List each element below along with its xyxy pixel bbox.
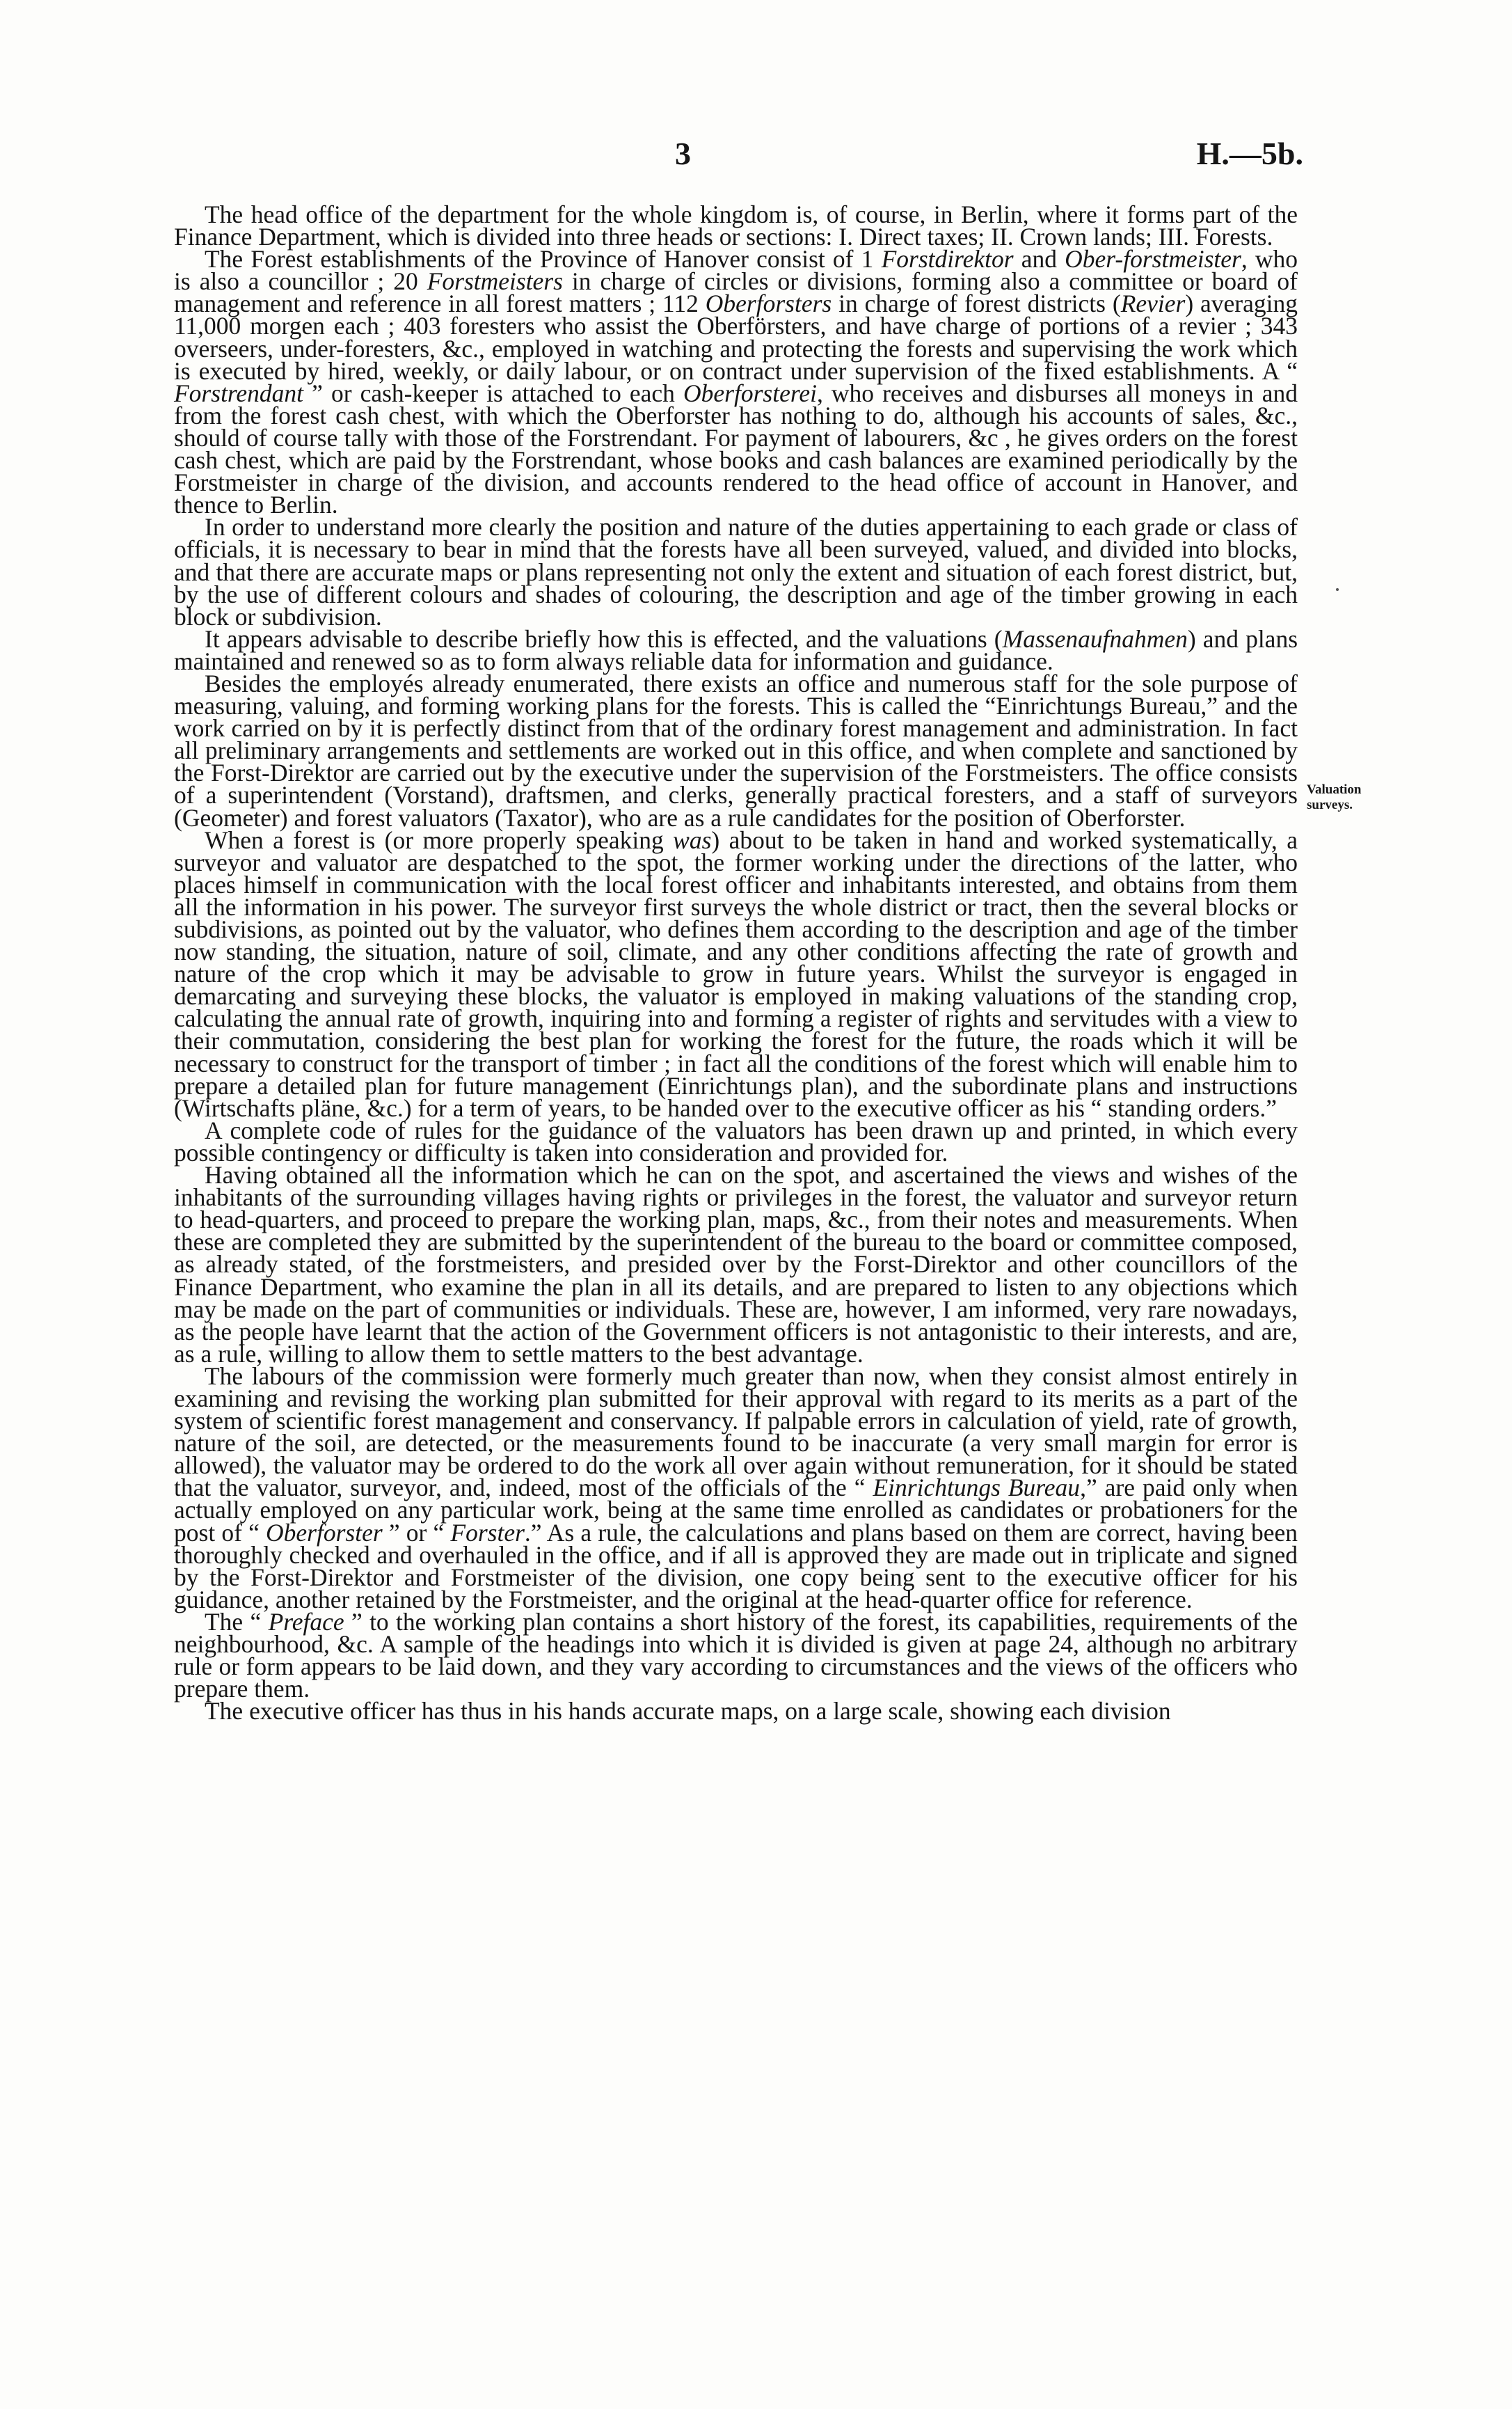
italic-term: Oberforsterei	[683, 379, 817, 407]
document-code: H.—5b.	[1196, 136, 1303, 171]
text-run: ” or “	[382, 1518, 451, 1547]
print-speck	[1336, 588, 1339, 591]
italic-term: Oberforsters	[705, 290, 832, 318]
text-run: In order to understand more clearly the position and nature of the duties appertaining to each grade or class of officials, it is necessary to bear in mind that the forests have all been surveyed, valued, and divided into blocks, and that there are accurate maps or plans representing not only the extent and situation of each forest district, but, by the use of different colours and shades of colouring, the description and age of the timber growing in each block or subdivision.	[174, 513, 1298, 631]
text-run: ” to the working plan contains a short history of the forest, its capabilities, requirements of the neighbourhood, &c. A sample of the headings into which it is divided is given at page 24, although no arbitrary rule or form appears to be laid down, and they vary according to circumstances and the views of the officers who prepare them.	[174, 1607, 1298, 1703]
text-run: and	[1013, 245, 1065, 274]
paragraph	[174, 669, 1298, 832]
text-run: The executive officer has thus in his hands accurate maps, on a large scale, showing each division	[205, 1697, 1171, 1725]
text-run: ) and plans maintained and renewed so as to form always reliable data for information and guidance.	[174, 624, 1298, 675]
italic-term: Massenaufnahmen	[1002, 624, 1188, 653]
text-run: ” or cash-keeper is attached to each	[303, 379, 683, 407]
text-run: It appears advisable to describe briefly how this is effected, and the valuations (	[205, 624, 1003, 653]
text-run: , who receives and disburses all moneys in and from the forest cash chest, with which the Oberforster has nothing to do, although his accounts of sales, &c., should of course tally with those of the Forstrendant. For payment of labourers, &c , he gives orders on the forest cash chest, which are paid by the Forstrendant, whose books and cash balances are examined periodically by the Forstmeister in charge of the division, and accounts rendered to the head office of account in Hanover, and thence to Berlin.	[174, 379, 1298, 519]
paragraph	[174, 1161, 1298, 1368]
paragraph	[174, 245, 1298, 519]
italic-term: Ober-forstmeister	[1065, 245, 1241, 274]
paragraph	[174, 1697, 1298, 1725]
text-run: The head office of the department for the whole kingdom is, of course, in Berlin, where it forms part of the Finance Department, which is divided into three heads or sections: I. Direct taxes; II. Crown lands; III. Forests.	[174, 200, 1298, 251]
text-run: Having obtained all the information which he can on the spot, and ascertained the views and wishes of the inhabitants of the surrounding villages having rights or privileges in the forest, the valuator and surveyor return to head-quarters, and proceed to prepare the working plan, maps, &c., from their notes and measurements. When these are completed they are submitted by the superintendent of the bureau to the board or committee composed, as already stated, of the forstmeisters, and presided over by the Forst-Direktor and other councillors of the Finance Department, who examine the plan in all its details, and are prepared to listen to any objections which may be made on the part of communities or individuals. These are, however, I am informed, very rare nowadays, as the people have learnt that the action of the Government officers is not antagonistic to their interests, and are, as a rule, willing to allow them to settle matters to the best advantage.	[174, 1161, 1298, 1368]
page-number: 3	[675, 136, 691, 171]
text-run: .” As a rule, the calculations and plans based on them are correct, having been thoroughly checked and overhauled in the office, and if all is approved they are made out in triplicate and signed by the Forst-Direktor and Forstmeister of the division, one copy being sent to the executive officer for his guidance, another retained by the Forstmeister, and the original at the head-quarter office for reference.	[174, 1518, 1298, 1613]
italic-term: Oberforster	[266, 1518, 383, 1547]
text-run: The Forest establishments of the Province of Hanover consist of 1	[205, 245, 882, 274]
body-text	[174, 200, 1298, 1725]
italic-term: Forstrendant	[174, 379, 304, 407]
text-run: in charge of forest districts (	[831, 290, 1121, 318]
text-run: Besides the employés already enumerated, there exists an office and numerous staff for the sole purpose of measuring, valuing, and forming working plans for the forests. This is called the “Einrichtungs Bureau,” and the work carried on by it is perfectly distinct from that of the ordinary forest management and administration. In fact all preliminary arrangements and settlements are worked out in this office, and when complete and sanctioned by the Forst-Direktor are carried out by the executive under the supervision of the Forstmeisters. The office consists of a superintendent (Vorstand), draftsmen, and clerks, generally practical foresters, and a staff of surveyors (Geometer) and forest valuators (Taxator), who are as a rule candidates for the position of Oberforster.	[174, 669, 1298, 832]
text-run: in charge of circles or divisions, forming also a committee or board of management and reference in all forest matters ; 112	[174, 267, 1298, 318]
paragraph	[174, 1116, 1298, 1167]
italic-term: Forster	[450, 1518, 525, 1547]
text-run: A complete code of rules for the guidance of the valuators has been drawn up and printed, in which every possible contingency or difficulty is taken into consideration and provided for.	[174, 1116, 1298, 1167]
italic-term: Revier	[1120, 290, 1186, 318]
text-run: When a forest is (or more properly speaking	[205, 826, 674, 854]
text-run: The “	[205, 1607, 269, 1636]
text-run: ) about to be taken in hand and worked systematically, a surveyor and valuator are despatched to the spot, the former working under the directions of the latter, who places himself in communication with the local forest officer and inhabitants interested, and obtains from them all the information in his power. The surveyor first surveys the whole district or tract, then the several blocks or subdivisions, as pointed out by the valuator, who defines them according to the description and age of the timber now standing, the situation, nature of soil, climate, and any other conditions affecting the rate of growth and nature of the crop which it may be advisable to grow in future years. Whilst the surveyor is engaged in demarcating and surveying these blocks, the valuator is employed in making valuations of the standing crop, calculating the annual rate of growth, inquiring into and forming a register of rights and servitudes with a view to their commutation, considering the best plan for working the forest for the future, the roads which it will be necessary to construct for the transport of timber ; in fact all the conditions of the forest which will enable him to prepare a detailed plan for future management (Einrichtungs plan), and the subordinate plans and instructions (Wirtschafts pläne, &c.) for a term of years, to be handed over to the executive officer as his “ standing orders.”	[174, 826, 1298, 1122]
text-run: The labours of the commission were formerly much greater than now, when they consist almost entirely in examining and revising the working plan submitted for their approval with regard to its merits as a part of the system of scientific forest management and conservancy. If palpable errors in calculation of yield, rate of growth, nature of the soil, are detected, or the measurements found to be inaccurate (a very small margin for error is allowed), the valuator may be ordered to do the work all over again without remuneration, for it should be stated that the valuator, surveyor, and, indeed, most of the officials of the “	[174, 1361, 1298, 1502]
italic-term: Preface	[268, 1607, 344, 1636]
paragraph	[174, 200, 1298, 251]
text-run: ) averaging 11,000 morgen each ; 403 foresters who assist the Oberförsters, and have charge of portions of a revier ; 343 overseers, under-foresters, &c., employed in watching and protecting the forests and supervising the work which is executed by hired, weekly, or daily labour, or on contract under supervision of the fixed establishments. A “	[174, 290, 1298, 385]
italic-term: Einrichtungs Bureau	[873, 1474, 1081, 1502]
text-run: ,” are paid only when actually employed on any particular work, being at the same time enrolled as candidates or probationers for the post of “	[174, 1474, 1298, 1547]
margin-note: Valuation surveys.	[1307, 782, 1362, 812]
italic-term: was	[673, 826, 712, 854]
italic-term: Forstdirektor	[881, 245, 1014, 274]
paragraph	[174, 513, 1298, 631]
paragraph	[174, 826, 1298, 1122]
paragraph	[174, 1607, 1298, 1703]
text-run: , who is also a councillor ; 20	[174, 245, 1298, 296]
paragraph	[174, 1361, 1298, 1613]
italic-term: Forstmeisters	[427, 267, 563, 296]
paragraph	[174, 624, 1298, 675]
